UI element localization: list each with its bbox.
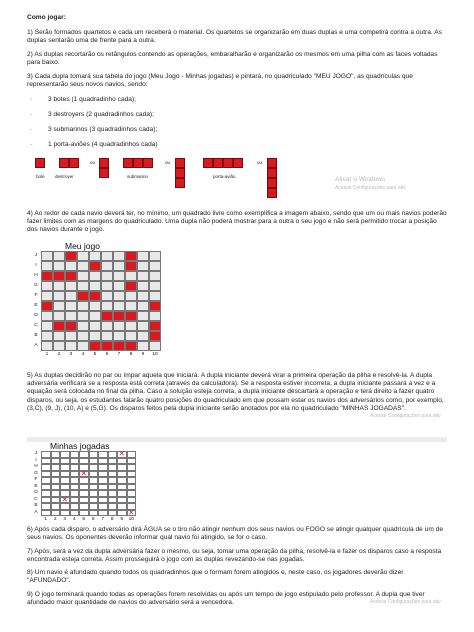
column-label: 6 [105, 352, 109, 357]
column-label: 10 [128, 517, 134, 522]
ship-label-submarino: submarino [127, 174, 149, 179]
grid-cell [41, 271, 53, 281]
grid-cell [137, 261, 149, 271]
grid-cell [53, 251, 65, 261]
fleet-item-submarines: · 3 submarinos (3 quadradinhos cada); [30, 126, 158, 133]
grid-cell [101, 311, 113, 321]
grid-cell [41, 301, 53, 311]
column-label: 3 [63, 517, 67, 522]
grid-cell [89, 321, 101, 331]
grid-cell [101, 251, 113, 261]
grid-cell [149, 331, 161, 341]
ship-cell [99, 158, 109, 168]
meu-jogo-title: Meu jogo [65, 241, 100, 251]
ship-cell [143, 158, 153, 168]
grid-cell [65, 341, 77, 351]
rule-6: 6) Após cada disparo, o adversário dirá ÁGUA se o tiro não atingir nenhum dos seus navios ou FOGO se atingir qualquer quadrícula de um de seus navios. Os oponentes deverão informar qual navio foi atingido, se for o caso. [27, 526, 444, 542]
grid-cell [53, 261, 65, 271]
windows-watermark: Acesse Configurações para ativ [370, 413, 441, 419]
grid-cell [149, 301, 161, 311]
grid-cell [53, 271, 65, 281]
grid-cell [89, 331, 101, 341]
grid-cell [41, 311, 53, 321]
grid-cell [65, 311, 77, 321]
windows-watermark: Ativar o Windows Acesse Configurações para ativ [335, 176, 406, 191]
grid-cell [77, 251, 89, 261]
grid-cell [149, 271, 161, 281]
grid-cell [137, 331, 149, 341]
column-label: 1 [44, 517, 48, 522]
fleet-item-boats: · 3 botes (1 quadradinho cada); [30, 96, 136, 103]
grid-cell [125, 301, 137, 311]
grid-cell [70, 510, 80, 517]
row-label: E [34, 303, 38, 308]
grid-cell [108, 510, 118, 517]
grid-cell [53, 281, 65, 291]
grid-cell [113, 261, 125, 271]
grid-cell [60, 510, 70, 517]
rule-1: 1) Serão formados quartetos e cada um receberá o material. Os quartetos se organizarão em duas duplas e uma competirá contra a outra. As duplas sentarão uma de frente para a outra. [27, 29, 442, 45]
ship-cell [123, 158, 133, 168]
rule-4: 4) Ao redor de cada navio deverá ter, no mínimo, um quadrado livre como exemplifica a imagem abaixo, sendo que um ou mais navios poderão fazer limites com as margens do quadriculado. Uma dupla não poderá mostrar para a outra o seu jogo e não será permitido trocar a posição dos navios durante o jogo. [27, 210, 447, 234]
grid-cell [98, 510, 108, 517]
row-label: H [34, 464, 38, 470]
row-label: I [35, 263, 37, 268]
grid-cell [137, 301, 149, 311]
grid-cell [113, 281, 125, 291]
ship-label-ou: ou [165, 160, 171, 165]
ship-cell [59, 158, 69, 168]
column-label: 4 [72, 517, 76, 522]
row-label: C [34, 496, 38, 502]
column-label: 8 [129, 352, 133, 357]
grid-cell [113, 341, 125, 351]
grid-cell [65, 291, 77, 301]
minhas-jogadas-title: Minhas jogadas [50, 441, 110, 451]
row-label: J [34, 451, 38, 457]
ship-cell [35, 158, 45, 168]
grid-cell [65, 251, 77, 261]
grid-cell [89, 251, 101, 261]
ship-cell [69, 158, 79, 168]
column-label: 10 [152, 352, 158, 357]
grid-cell [125, 251, 137, 261]
grid-cell [113, 301, 125, 311]
ship-cell [267, 188, 277, 198]
grid-cell [137, 321, 149, 331]
column-label: 7 [117, 352, 121, 357]
ship-cell [267, 158, 277, 168]
shot-x-mark: ✕ [61, 494, 68, 504]
row-label: G [34, 283, 38, 288]
ship-cell [223, 158, 233, 168]
grid-cell [53, 311, 65, 321]
grid-cell [65, 281, 77, 291]
grid-cell [53, 301, 65, 311]
row-label: D [34, 490, 38, 496]
column-label: 7 [101, 517, 105, 522]
grid-cell [149, 311, 161, 321]
shot-x-mark: ✕ [118, 449, 125, 458]
windows-watermark: Acesse Configurações para ativ [370, 599, 441, 605]
grid-cell [125, 341, 137, 351]
grid-cell [89, 301, 101, 311]
shot-x-mark: ✕ [80, 468, 87, 478]
column-label: 8 [110, 517, 114, 522]
row-label: C [34, 323, 38, 328]
section-heading: Como jogar: [27, 14, 66, 21]
grid-cell [89, 311, 101, 321]
grid-cell [89, 291, 101, 301]
grid-cell [125, 261, 137, 271]
ship-cell [99, 168, 109, 178]
grid-cell [89, 271, 101, 281]
grid-cell [125, 311, 137, 321]
grid-cell [53, 341, 65, 351]
rule-7: 7) Após, será a vez da dupla adversária fazer o mesmo, ou seja, tomar uma operação da pilha, resolvê-la e fazer os disparos caso a resposta encontrada esteja correta. Assim prosseguirá o jogo com as duplas revezando-se nas jogadas. [27, 548, 442, 564]
rule-5: 5) As duplas decidirão no par ou ímpar aquela que iniciará. A dupla iniciante deverá virar a primeira operação da pilha e resolvê-la. A dupla adversária verificará se a resposta está correta (através da calculadora). Se a resposta estiver incorreta, a dupla iniciante passará a vez e a equação será colocada no final da pilha. Caso a solução esteja correta, a dupla iniciante descartará a operação e terá direito a fazer quatro disparos, ou seja, os estudantes falarão quatro posições do quadriculado em que possam estar os navios dos adversários como, por exemplo, (3,C), (9, J), (10, A) e (5,G). Os disparos feitos pela dupla iniciante serão anotados por ela no quadriculado "MINHAS JOGADAS". [27, 372, 444, 412]
grid-cell [41, 291, 53, 301]
row-label: E [34, 483, 38, 489]
ship-cell [267, 178, 277, 188]
rule-9: 9) O jogo terminará quando todas as operações forem resolvidas ou após um tempo de jogo estipulado pelo professor. A dupla que tiver afundado maior quantidade de navios do adversário será a vencedora. [27, 591, 425, 607]
ship-cell [175, 178, 185, 188]
grid-cell [41, 510, 51, 517]
grid-cell [149, 291, 161, 301]
column-label: 3 [69, 352, 73, 357]
rule-3: 3) Cada dupla tomará sua tabela do jogo (Meu Jogo - Minhas jogadas) e pintará, no quadriculado "MEU JOGO", as quadrículas que representarão seus novos navios, sendo: [27, 73, 413, 89]
grid-cell [65, 301, 77, 311]
grid-cell [89, 281, 101, 291]
column-label: 9 [141, 352, 145, 357]
grid-cell [41, 281, 53, 291]
rule-8: 8) Um navio é afundado quando todos os quadradinhos que o formam forem atingidos e, neste caso, os jogadores deverão dizer "AFUNDADO". [27, 569, 404, 585]
grid-cell [113, 321, 125, 331]
grid-cell [137, 271, 149, 281]
grid-cell [77, 321, 89, 331]
row-label: H [34, 273, 38, 278]
grid-cell [89, 341, 101, 351]
ship-label-porta-aviao: porta-avião [213, 174, 236, 179]
grid-cell [77, 301, 89, 311]
grid-cell [125, 281, 137, 291]
ship-cell [267, 168, 277, 178]
grid-cell [77, 331, 89, 341]
grid-cell [101, 281, 113, 291]
grid-cell [113, 251, 125, 261]
grid-cell [125, 271, 137, 281]
grid-cell [137, 311, 149, 321]
grid-cell [149, 321, 161, 331]
ship-cell [175, 168, 185, 178]
ship-cell [233, 158, 243, 168]
grid-cell [41, 321, 53, 331]
fleet-item-carrier: · 1 porta-aviões (4 quadradinhos cada) [30, 141, 158, 148]
grid-cell [89, 510, 99, 517]
grid-cell [125, 321, 137, 331]
grid-cell [41, 261, 53, 271]
grid-cell [137, 281, 149, 291]
grid-cell [113, 311, 125, 321]
column-label: 9 [120, 517, 124, 522]
ship-cell [175, 158, 185, 168]
column-label: 1 [45, 352, 49, 357]
grid-cell [101, 331, 113, 341]
grid-cell [65, 261, 77, 271]
shot-x-mark: ✕ [128, 507, 135, 517]
column-label: 5 [93, 352, 97, 357]
grid-cell [41, 341, 53, 351]
column-label: 2 [53, 517, 57, 522]
row-label: B [34, 333, 38, 338]
row-label: A [34, 343, 38, 348]
column-label: 4 [81, 352, 85, 357]
row-label: D [34, 313, 38, 318]
grid-cell [101, 321, 113, 331]
grid-cell [89, 261, 101, 271]
grid-cell [117, 510, 127, 517]
column-label: 5 [82, 517, 86, 522]
row-label: F [34, 293, 38, 298]
grid-cell [65, 321, 77, 331]
grid-cell [137, 341, 149, 351]
grid-cell [101, 271, 113, 281]
grid-cell [101, 341, 113, 351]
ships-illustration [35, 158, 325, 206]
ship-label-destroyer: destroyer [55, 174, 74, 179]
grid-cell [77, 261, 89, 271]
ship-label-ou: ou [90, 160, 96, 165]
grid-cell [149, 261, 161, 271]
grid-cell [125, 331, 137, 341]
fleet-item-destroyers: · 3 destroyers (2 quadradinhos cada); [30, 111, 154, 118]
row-label: I [35, 457, 37, 463]
grid-cell [53, 321, 65, 331]
column-label: 2 [57, 352, 61, 357]
minhas-jogadas-grid [33, 451, 137, 521]
row-label: F [34, 477, 38, 483]
grid-cell [51, 510, 61, 517]
ship-label-bote: bote [36, 174, 45, 179]
grid-cell [149, 281, 161, 291]
grid-cell [41, 251, 53, 261]
column-label: 6 [91, 517, 95, 522]
grid-cell [113, 271, 125, 281]
grid-cell [53, 331, 65, 341]
row-label: J [34, 253, 38, 258]
grid-cell [101, 261, 113, 271]
rule-2: 2) As duplas recortarão os retângulos contendo as operações, embaralharão e organizarão os mesmos em uma pilha com as faces voltadas para baixo. [27, 51, 438, 67]
grid-cell [113, 331, 125, 341]
grid-cell [149, 251, 161, 261]
grid-cell [77, 281, 89, 291]
ship-cell [203, 158, 213, 168]
grid-cell [41, 331, 53, 341]
meu-jogo-grid [33, 251, 163, 363]
grid-cell [65, 331, 77, 341]
row-label: G [34, 470, 38, 476]
ship-cell [213, 158, 223, 168]
grid-cell [77, 311, 89, 321]
grid-cell [113, 291, 125, 301]
row-label: B [34, 503, 38, 509]
ship-label-ou: ou [257, 160, 263, 165]
grid-cell [77, 271, 89, 281]
grid-cell [125, 291, 137, 301]
ship-cell [133, 158, 143, 168]
grid-cell [79, 510, 89, 517]
grid-cell [101, 291, 113, 301]
grid-cell [65, 271, 77, 281]
grid-cell [53, 291, 65, 301]
grid-cell [137, 291, 149, 301]
grid-cell [77, 341, 89, 351]
grid-cell [149, 341, 161, 351]
row-label: A [34, 509, 38, 515]
grid-cell [137, 251, 149, 261]
grid-cell [101, 301, 113, 311]
grid-cell [77, 291, 89, 301]
